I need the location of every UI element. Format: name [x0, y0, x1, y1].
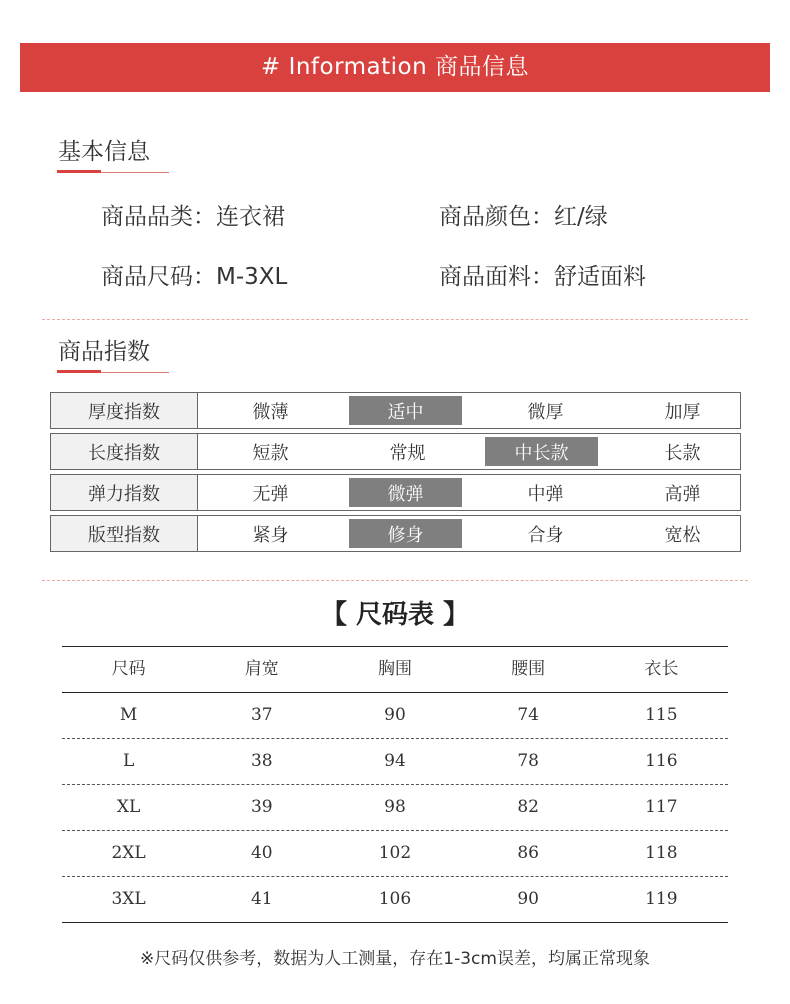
info-banner: # Information 商品信息	[20, 43, 770, 92]
size-footnote: ※尺码仅供参考，数据为人工测量，存在1-3cm误差，均属正常现象	[140, 949, 650, 969]
table-cell: 37	[250, 705, 273, 725]
index-row-length	[50, 433, 741, 470]
basic-info-accent	[57, 170, 101, 173]
table-cell: 117	[645, 797, 678, 817]
index-label: 弹力指数	[51, 475, 198, 510]
index-row-elasticity	[50, 474, 741, 511]
table-cell: 115	[645, 705, 678, 725]
info-color-value: 红/绿	[554, 204, 608, 230]
index-option-selected: 微弹	[349, 478, 462, 507]
index-row-fit	[50, 515, 741, 552]
index-options	[198, 475, 740, 510]
index-option: 合身	[527, 524, 564, 546]
index-option: 微厚	[527, 401, 564, 423]
table-row	[62, 692, 728, 738]
table-cell: 39	[250, 797, 273, 817]
header-cell: 腰围	[511, 659, 546, 679]
index-options	[198, 434, 740, 469]
table-cell: 106	[378, 889, 412, 909]
index-label: 长度指数	[51, 434, 198, 469]
table-cell: 78	[517, 751, 539, 771]
header-cell: 衣长	[644, 659, 679, 679]
table-cell: 102	[378, 843, 412, 863]
index-option: 长款	[664, 442, 701, 464]
table-row	[62, 738, 728, 784]
table-cell: 82	[517, 797, 539, 817]
table-cell: 38	[250, 751, 273, 771]
header-cell: 尺码	[111, 659, 146, 679]
table-cell: 94	[384, 751, 406, 771]
table-row	[62, 876, 728, 922]
info-category-label: 商品品类：	[101, 204, 216, 230]
table-header-row	[62, 646, 728, 692]
info-fabric	[439, 262, 646, 292]
info-fabric-label: 商品面料：	[439, 264, 554, 290]
info-size-value: M-3XL	[216, 264, 288, 290]
header-cell: 胸围	[377, 659, 412, 679]
index-option-selected: 适中	[349, 396, 462, 425]
table-cell: 86	[517, 843, 539, 863]
index-options	[198, 516, 740, 551]
table-cell: 119	[645, 889, 678, 909]
table-cell: 90	[384, 705, 406, 725]
index-option: 短款	[252, 442, 289, 464]
info-size	[101, 262, 287, 292]
basic-info-title: 基本信息	[58, 139, 150, 165]
table-rule	[62, 922, 728, 923]
table-cell: 41	[250, 889, 273, 909]
index-option-selected: 中长款	[485, 437, 598, 466]
info-category-value: 连衣裙	[216, 204, 285, 230]
info-fabric-value: 舒适面料	[554, 264, 646, 290]
index-option: 宽松	[664, 524, 701, 546]
table-cell: M	[119, 705, 138, 725]
index-option: 加厚	[664, 401, 701, 423]
index-option: 微薄	[252, 401, 289, 423]
table-cell: 116	[645, 751, 678, 771]
header-cell: 肩宽	[244, 659, 279, 679]
index-options	[198, 393, 740, 428]
index-option: 无弹	[252, 483, 289, 505]
index-option: 高弹	[664, 483, 701, 505]
table-cell: 90	[517, 889, 539, 909]
table-cell: L	[122, 751, 135, 771]
index-option: 紧身	[252, 524, 289, 546]
info-category	[101, 202, 285, 232]
index-row-thickness	[50, 392, 741, 429]
info-color	[439, 202, 608, 232]
index-option: 中弹	[527, 483, 564, 505]
table-cell: 118	[645, 843, 678, 863]
table-cell: 40	[250, 843, 273, 863]
info-color-label: 商品颜色：	[439, 204, 554, 230]
index-option-selected: 修身	[349, 519, 462, 548]
table-cell: 3XL	[111, 889, 146, 909]
info-size-label: 商品尺码：	[101, 264, 216, 290]
table-cell: 98	[384, 797, 406, 817]
table-cell: 2XL	[111, 843, 146, 863]
indices-title: 商品指数	[58, 339, 150, 365]
table-row	[62, 784, 728, 830]
table-row	[62, 830, 728, 876]
index-label: 厚度指数	[51, 393, 198, 428]
section-divider	[42, 580, 748, 581]
index-option: 常规	[389, 442, 426, 464]
section-divider	[42, 319, 748, 320]
table-cell: XL	[116, 797, 141, 817]
indices-accent	[57, 370, 101, 373]
size-chart-heading: 【 尺码表 】	[320, 600, 470, 630]
index-label: 版型指数	[51, 516, 198, 551]
table-cell: 74	[517, 705, 539, 725]
